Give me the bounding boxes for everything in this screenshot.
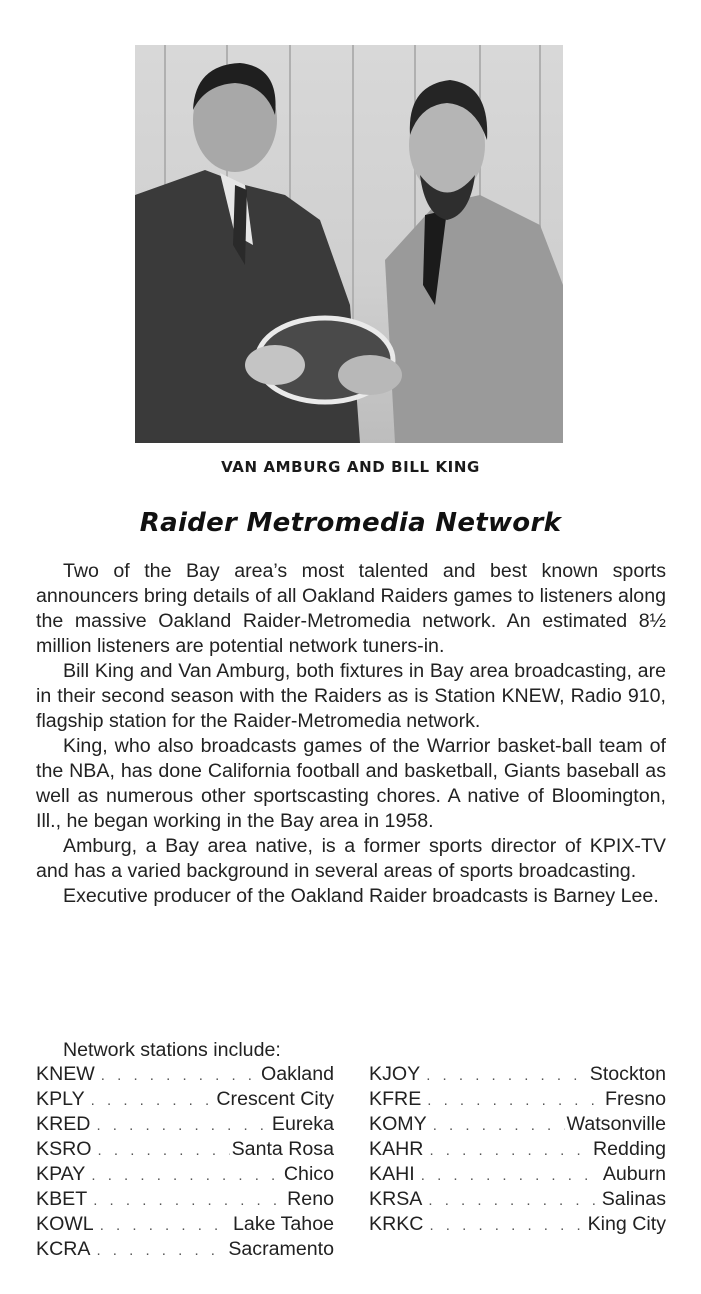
paragraph-amburg-bio: Amburg, a Bay area native, is a former sports director of KPIX-TV and has a varied background in several areas of sports broadcasting. (36, 835, 666, 882)
station-row (369, 1163, 666, 1188)
station-call-sign: KOMY (369, 1113, 427, 1135)
leader-dots (433, 1117, 565, 1134)
photo-illustration (135, 45, 563, 443)
leader-dots (91, 1167, 282, 1184)
leader-dots (429, 1142, 591, 1159)
photo-van-amburg-bill-king (135, 45, 563, 443)
station-row (36, 1188, 334, 1213)
photo-caption: VAN AMBURG AND BILL KING (221, 458, 480, 476)
station-city: Fresno (605, 1088, 666, 1110)
station-row (36, 1163, 334, 1188)
leader-dots (101, 1067, 259, 1084)
paragraph-producer: Executive producer of the Oakland Raider broadcasts is Barney Lee. (63, 885, 659, 907)
station-call-sign: KAHR (369, 1138, 424, 1160)
station-call-sign: KCRA (36, 1238, 91, 1260)
station-call-sign: KPLY (36, 1088, 85, 1110)
station-call-sign: KOWL (36, 1213, 94, 1235)
leader-dots (421, 1167, 601, 1184)
station-call-sign: KNEW (36, 1063, 95, 1085)
station-call-sign: KRSA (369, 1188, 423, 1210)
station-row (369, 1088, 666, 1113)
station-row (369, 1138, 666, 1163)
station-row (36, 1088, 334, 1113)
leader-dots (93, 1192, 285, 1209)
leader-dots (96, 1117, 269, 1134)
article-body (36, 559, 666, 909)
station-call-sign: KFRE (369, 1088, 422, 1110)
leader-dots (429, 1217, 585, 1234)
station-row (36, 1063, 334, 1088)
stations-heading: Network stations include: (63, 1039, 281, 1061)
station-city: Crescent City (216, 1088, 334, 1110)
leader-dots (98, 1142, 230, 1159)
station-city: Eureka (271, 1113, 334, 1135)
leader-dots (427, 1092, 603, 1109)
station-call-sign: KBET (36, 1188, 88, 1210)
station-city: Santa Rosa (231, 1138, 334, 1160)
station-row (36, 1238, 334, 1263)
station-call-sign: KAHI (369, 1163, 415, 1185)
station-city: Oakland (261, 1063, 334, 1085)
station-row (369, 1213, 666, 1238)
station-city: Watsonville (566, 1113, 666, 1135)
station-call-sign: KRKC (369, 1213, 424, 1235)
station-city: Lake Tahoe (233, 1213, 334, 1235)
station-row (369, 1113, 666, 1138)
station-city: Sacramento (228, 1238, 334, 1260)
leader-dots (96, 1242, 226, 1259)
station-call-sign: KPAY (36, 1163, 86, 1185)
station-row (36, 1138, 334, 1163)
leader-dots (100, 1217, 231, 1234)
station-row (369, 1188, 666, 1213)
station-call-sign: KRED (36, 1113, 91, 1135)
station-row (36, 1213, 334, 1238)
station-city: Auburn (602, 1163, 666, 1185)
station-call-sign: KSRO (36, 1138, 92, 1160)
leader-dots (428, 1192, 599, 1209)
station-city: King City (587, 1213, 666, 1235)
stations-list-left (36, 1063, 334, 1263)
station-city: Redding (593, 1138, 666, 1160)
station-city: Chico (283, 1163, 334, 1185)
station-call-sign: KJOY (369, 1063, 421, 1085)
leader-dots (91, 1092, 215, 1109)
paragraph-king-bio: King, who also broadcasts games of the Warrior basket-ball team of the NBA, has done California football and basketball, Giants baseball as well as numerous other sportscasting chores. A native of Bloomington, Ill., he began working in the Bay area in 1958. (36, 735, 666, 832)
article-title: Raider Metromedia Network (139, 508, 562, 538)
paragraph-announcers: Bill King and Van Amburg, both fixtures in Bay area broadcasting, are in their second season with the Raiders as is Station KNEW, Radio 910, flagship station for the Raider-Metromedia network. (36, 660, 666, 732)
station-row (36, 1113, 334, 1138)
station-row (369, 1063, 666, 1088)
leader-dots (426, 1067, 588, 1084)
station-city: Salinas (601, 1188, 666, 1210)
station-city: Stockton (589, 1063, 666, 1085)
station-city: Reno (287, 1188, 334, 1210)
stations-list-right (369, 1063, 666, 1238)
paragraph-intro: Two of the Bay area’s most talented and best known sports announcers bring details of all Oakland Raiders games to listeners along the massive Oakland Raider-Metromedia network. An estimated 8½ million listeners are potential network tuners-in. (36, 560, 666, 657)
